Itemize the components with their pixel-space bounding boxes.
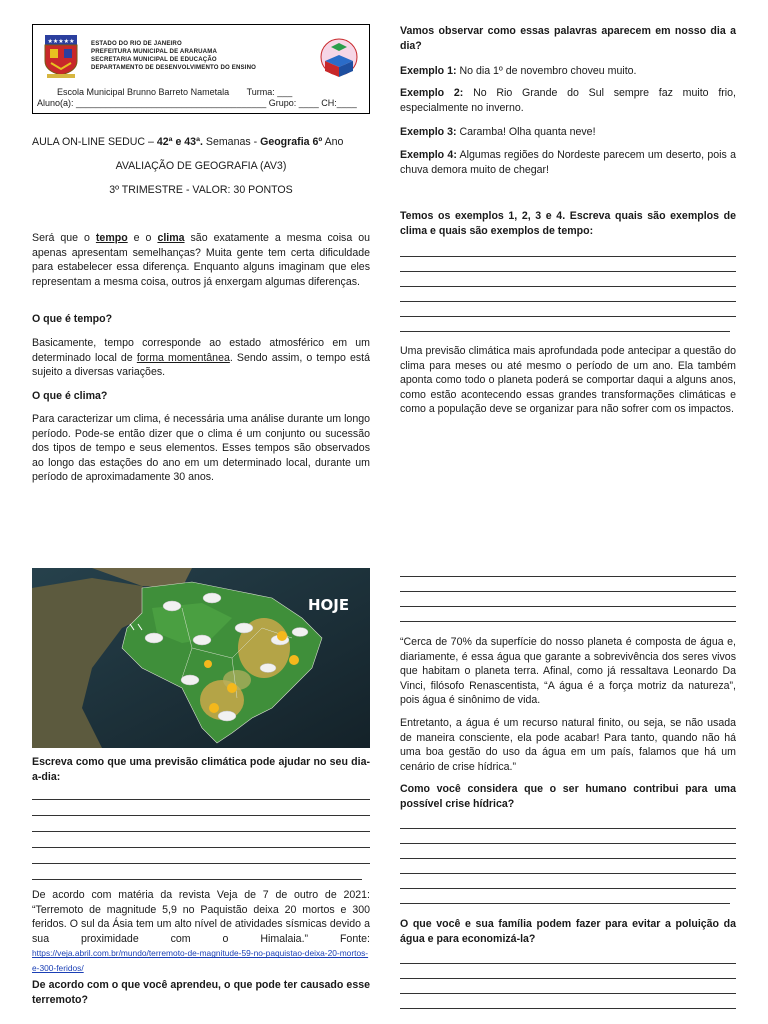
answer-lines-examples (400, 246, 736, 332)
veja-source-link[interactable]: https://veja.abril.com.br/mundo/terremoto-de-magnitude-59-no-paquistao-deixa-20-mortos-e-300-feridos/ (32, 948, 369, 973)
answer-line[interactable] (400, 893, 730, 904)
answer-line[interactable] (32, 869, 362, 880)
weather-definition: Basicamente, tempo corresponde ao estado atmosférico em um determinado local de forma momentânea. Sendo assim, o tempo está sujeito a diversas variações. (32, 337, 371, 379)
question-water-crisis: Como você considera que o ser humano contribui para uma possível crise hídrica? (400, 783, 736, 810)
forecast-paragraph: Uma previsão climática mais aprofundada pode antecipar a questão do clima para meses ou até mesmo o período de um ano. Ela também aponta como todo o planeta poderá se comportar daqui a alguns anos, como estão acontecendo essas grandes transformações climáticas e como a população deve se organizar para não sofrer com os impactos. (400, 345, 736, 416)
map-label-hoje: HOJE (308, 596, 350, 614)
example-1: Exemplo 1: No dia 1º de novembro choveu muito. (400, 65, 637, 77)
answer-line[interactable] (400, 848, 736, 859)
student-fields-line: Aluno(a): ______________________________________ Grupo: ____ CH:____ (37, 98, 357, 108)
answer-line[interactable] (32, 789, 370, 800)
aula-line: AULA ON-LINE SEDUC – 42ª e 43ª. Semanas - Geografia 6º Ano (32, 136, 344, 148)
svg-text:★★★★★: ★★★★★ (47, 38, 75, 45)
answer-line[interactable] (32, 853, 370, 864)
answer-line[interactable] (400, 833, 736, 844)
answer-line[interactable] (400, 306, 736, 317)
education-department-logo-icon (317, 37, 361, 81)
school-name-line: Escola Municipal Brunno Barreto Nametala Turma: ___ (57, 87, 293, 97)
question-what-is-weather: O que é tempo? (32, 313, 113, 325)
answer-lines-family (400, 953, 736, 1009)
answer-line[interactable] (400, 818, 736, 829)
brazil-weather-map (32, 568, 370, 748)
answer-line[interactable] (32, 805, 370, 816)
water-quote-paragraph: “Cerca de 70% da superfície do nosso planeta é composta de água e, diariamente, é essa água que garante a sobrevivência dos seres vivos que habitam o planeta terra. Afinal, como já ressaltava Leonardo Da Vinci, filósofo Renascentista, “A água é a força motriz da natureza”, pois água é sinônimo de vida. (400, 636, 736, 707)
answer-line[interactable] (400, 246, 736, 257)
question-forecast-daily-life: Escreva como que uma previsão climática pode ajudar no seu dia-a-dia: (32, 756, 370, 783)
answer-line[interactable] (400, 581, 736, 592)
answer-lines-forecast (32, 789, 370, 880)
weather-map-image (32, 568, 370, 748)
question-family-water: O que você e sua família podem fazer para evitar a poluição da água e para economizá-la? (400, 918, 736, 945)
question-classify-examples: Temos os exemplos 1, 2, 3 e 4. Escreva quais são exemplos de clima e quais são exemplos de tempo: (400, 210, 736, 237)
veja-article-paragraph: De acordo com matéria da revista Veja de 7 de outro de 2021: “Terremoto de magnitude 5,9 no Paquistão deixa 20 mortos e 300 feridos. O sul da Ásia tem um alto nível de atividades sísmicas devido a sua proximidade com o Himalaia.” Fonte: https://veja.abril.com.br/mundo/terremoto-de-magnitude-59-no-paquistao-deixa-20-mortos-e-300-feridos/ (32, 889, 370, 973)
answer-line[interactable] (400, 878, 736, 889)
example-4: Exemplo 4: Algumas regiões do Nordeste parecem um deserto, pois a chuva demora muito de chegar! (400, 149, 736, 176)
answer-line[interactable] (400, 261, 736, 272)
municipal-crest-icon (41, 29, 81, 79)
exam-title: AVALIAÇÃO DE GEOGRAFIA (AV3) (115, 160, 287, 172)
answer-line[interactable] (400, 998, 736, 1009)
question-observe-words: Vamos observar como essas palavras aparecem em nosso dia a dia? (400, 25, 736, 52)
water-finite-paragraph: Entretanto, a água é um recurso natural finito, ou seja, se não usada de maneira consciente, ela pode acabar! Para tanto, quando não há uma boa gestão do uso da água em um país, falamos que há um cenário de crise hídrica.” (400, 717, 736, 773)
answer-line[interactable] (400, 611, 736, 622)
answer-lines-middle (400, 566, 736, 622)
answer-line[interactable] (400, 968, 736, 979)
example-3: Exemplo 3: Caramba! Olha quanta neve! (400, 126, 596, 138)
answer-line[interactable] (400, 863, 736, 874)
answer-line[interactable] (400, 321, 730, 332)
example-2: Exemplo 2: No Rio Grande do Sul sempre faz muito frio, especialmente no inverno. (400, 87, 736, 114)
question-what-is-climate: O que é clima? (32, 390, 108, 402)
header-institution-lines: ESTADO DO RIO DE JANEIRO PREFEITURA MUNICIPAL DE ARARUAMA SECRETARIA MUNICIPAL DE EDUCAÇÃO DEPARTAMENTO DE DESENVOLVIMENTO DO ENSINO (91, 40, 257, 72)
exam-value: 3º TRIMESTRE - VALOR: 30 PONTOS (109, 184, 293, 196)
question-earthquake-cause: De acordo com o que você aprendeu, o que pode ter causado esse terremoto? (32, 979, 370, 1006)
answer-line[interactable] (400, 596, 736, 607)
answer-line[interactable] (32, 837, 370, 848)
intro-paragraph: Será que o tempo e o clima são exatamente a mesma coisa ou apenas apresentam semelhanças? Muita gente tem certa dificuldade para estabelecer essa diferença. Enquanto alguns imaginam que eles representam a mesma coisa, outros já enxergam algumas diferenças. (32, 232, 371, 288)
answer-line[interactable] (400, 983, 736, 994)
answer-line[interactable] (400, 566, 736, 577)
answer-line[interactable] (400, 291, 736, 302)
answer-line[interactable] (32, 821, 370, 832)
climate-definition: Para caracterizar um clima, é necessária uma análise durante um longo período. Pode-se então dizer que o clima é um conjunto ou sucessão dos tipos de tempo e seus elementos. Esses tempos são observados ao longo das estações do ano em um determinado local, durante um período de aproximadamente 30 anos. (32, 413, 370, 484)
answer-line[interactable] (400, 953, 736, 964)
answer-lines-crisis (400, 818, 736, 904)
school-header (32, 24, 370, 114)
answer-line[interactable] (400, 276, 736, 287)
